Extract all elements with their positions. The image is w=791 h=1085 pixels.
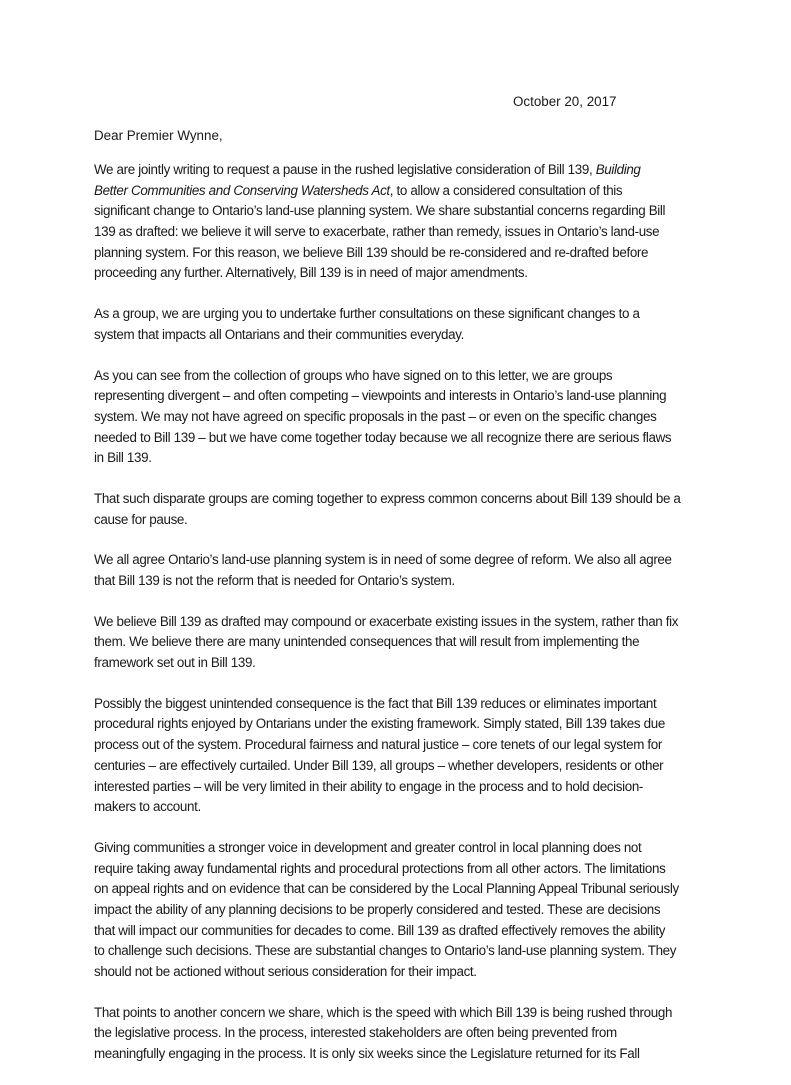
text-line (94, 797, 714, 818)
paragraph (94, 838, 714, 983)
text-line (94, 510, 714, 531)
text-line (94, 632, 714, 653)
text-line (94, 489, 714, 510)
paragraph (94, 1003, 714, 1065)
text-run: procedural rights enjoyed by Ontarians under the existing framework. Simply stated, Bill 139 takes due (94, 716, 665, 732)
paragraph (94, 304, 714, 345)
text-line (94, 263, 714, 284)
text-run: significant change to Ontario’s land-use planning system. We share substantial concerns regarding Bill (94, 203, 666, 219)
text-line (94, 325, 714, 346)
text-line (94, 1044, 714, 1065)
text-line (94, 859, 714, 880)
text-line (94, 243, 714, 264)
text-run: cause for pause. (94, 511, 188, 527)
text-run: the legislative process. In the process, interested stakeholders are often being prevented from (94, 1025, 617, 1041)
text-run: meaningfully engaging in the process. It is only six weeks since the Legislature returned for its Fall (94, 1046, 640, 1062)
text-run: 139 as drafted: we believe it will serve to exacerbate, rather than remedy, issues in Ontario’s land-use (94, 224, 660, 240)
text-line (94, 962, 714, 983)
text-run: As you can see from the collection of groups who have signed on to this letter, we are groups (94, 367, 613, 383)
text-line (94, 879, 714, 900)
text-run: As a group, we are urging you to undertake further consultations on these significant changes to a (94, 306, 640, 322)
text-run: process out of the system. Procedural fairness and natural justice – core tenets of our legal system for (94, 737, 662, 753)
text-line (94, 366, 714, 387)
text-run: in Bill 139. (94, 450, 152, 466)
text-line (94, 1003, 714, 1024)
text-run: interested parties – will be very limited in their ability to engage in the process and to hold decision- (94, 778, 644, 794)
text-line (94, 181, 714, 202)
text-line (94, 428, 714, 449)
letter-salutation: Dear Premier Wynne, (94, 128, 223, 143)
text-line (94, 694, 714, 715)
text-run: to challenge such decisions. These are substantial changes to Ontario’s land-use planning system. They (94, 943, 677, 959)
text-run: That such disparate groups are coming together to express common concerns about Bill 139 should be a (94, 490, 681, 506)
text-run: We believe Bill 139 as drafted may compound or exacerbate existing issues in the system, rather than fix (94, 613, 679, 629)
paragraph (94, 550, 714, 591)
text-line (94, 612, 714, 633)
text-run: system that impacts all Ontarians and their communities everyday. (94, 326, 464, 342)
text-run: Possibly the biggest unintended consequence is the fact that Bill 139 reduces or eliminates important (94, 695, 657, 711)
letter-date: October 20, 2017 (513, 94, 617, 109)
text-run: centuries – are effectively curtailed. Under Bill 139, all groups – whether developers, residents or other (94, 757, 664, 773)
text-run: that Bill 139 is not the reform that is needed for Ontario’s system. (94, 573, 455, 588)
paragraph (94, 694, 714, 818)
text-run: impact the ability of any planning decisions to be properly considered and tested. These are decisions (94, 901, 661, 917)
paragraph (94, 366, 714, 469)
italic-title-text: Building (595, 162, 641, 177)
text-run: on appeal rights and on evidence that can be considered by the Local Planning Appeal Tribunal seriously (94, 881, 679, 897)
text-run: them. We believe there are many unintended consequences that will result from implementing the (94, 634, 640, 650)
text-line (94, 653, 714, 674)
text-line (94, 550, 714, 571)
text-run: We all agree Ontario’s land-use planning system is in need of some degree of reform. We also all agree (94, 552, 672, 568)
text-line (94, 714, 714, 735)
letter-body (94, 160, 714, 1085)
text-run: require taking away fundamental rights and procedural protections from all other actors. The limitations (94, 860, 666, 876)
text-run: makers to account. (94, 799, 201, 815)
text-run: , to allow a considered consultation of this (389, 182, 623, 198)
text-run: representing divergent – and often competing – viewpoints and interests in Ontario’s land-use planning (94, 388, 667, 404)
text-run: That points to another concern we share, which is the speed with which Bill 139 is being rushed through (94, 1004, 673, 1020)
text-line (94, 201, 714, 222)
paragraph (94, 489, 714, 530)
text-line (94, 160, 714, 181)
text-line (94, 386, 714, 407)
text-run: should not be actioned without serious consideration for their impact. (94, 964, 477, 979)
text-line (94, 838, 714, 859)
paragraph (94, 612, 714, 674)
text-run: needed to Bill 139 – but we have come together today because we all recognize there are serious flaws (94, 429, 672, 445)
italic-title-text: Better Communities and Conserving Watersheds Act (94, 182, 390, 198)
text-line (94, 941, 714, 962)
text-line (94, 735, 714, 756)
text-line (94, 1023, 714, 1044)
text-run: We are jointly writing to request a pause in the rushed legislative consideration of Bill 139, (94, 162, 596, 177)
text-line (94, 921, 714, 942)
text-run: system. We may not have agreed on specific proposals in the past – or even on the specific changes (94, 408, 657, 424)
paragraph (94, 160, 714, 284)
text-line (94, 304, 714, 325)
text-run: that will impact our communities for decades to come. Bill 139 as drafted effectively removes the ability (94, 922, 666, 938)
text-run: Giving communities a stronger voice in development and greater control in local planning does not (94, 839, 642, 855)
text-line (94, 222, 714, 243)
text-line (94, 756, 714, 777)
text-line (94, 900, 714, 921)
text-line (94, 448, 714, 469)
text-run: proceeding any further. Alternatively, Bill 139 is in need of major amendments. (94, 265, 528, 281)
text-line (94, 777, 714, 798)
text-run: planning system. For this reason, we believe Bill 139 should be re-considered and re-drafted before (94, 244, 649, 260)
text-line (94, 407, 714, 428)
text-run: framework set out in Bill 139. (94, 655, 256, 671)
text-line (94, 571, 714, 592)
